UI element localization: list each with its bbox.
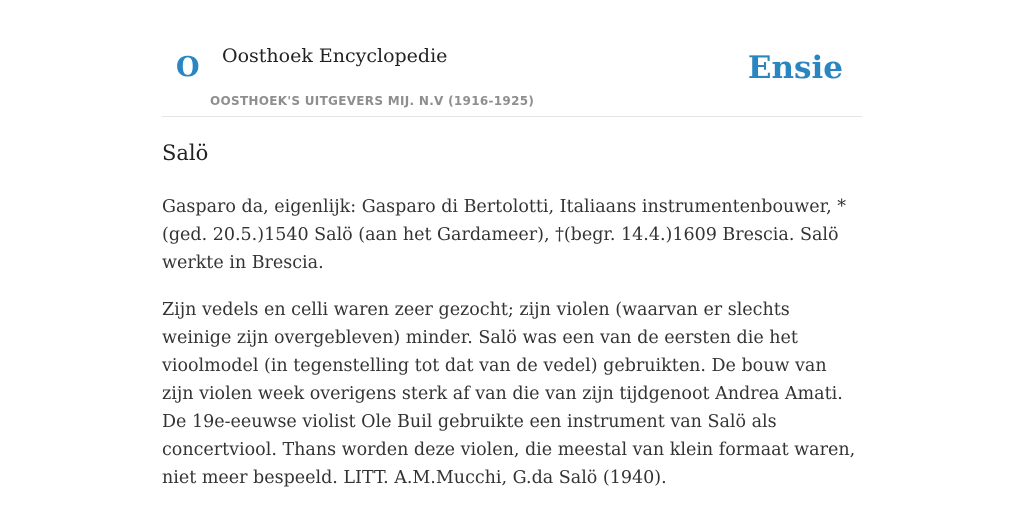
article-paragraph: Gasparo da, eigenlijk: Gasparo di Bertolotti, Italiaans instrumentenbouwer, *(ged. 20.5.)1540 Salö (aan het Gardameer), †(begr. 14.4.)1609 Brescia. Salö werkte in Brescia. [162, 197, 846, 273]
article-title: Salö [162, 141, 209, 165]
entry-header [162, 40, 862, 117]
publisher-line: OOSTHOEK'S UITGEVERS MIJ. N.V (1916-1925) [210, 94, 535, 108]
index-letter[interactable]: O [176, 52, 200, 83]
encyclopedia-title[interactable]: Oosthoek Encyclopedie [222, 45, 448, 67]
article-paragraph: Zijn vedels en celli waren zeer gezocht; zijn violen (waarvan er slechts weinige zijn overgebleven) minder. Salö was een van de eersten die het vioolmodel (in tegenstelling tot dat van de vedel) gebruikten. De bouw van zijn violen week overigens sterk af van die van zijn tijdgenoot Andrea Amati. De 19e-eeuwse violist Ole Buil gebruikte een instrument van Salö als concertviool. Thans worden deze violen, die meestal van klein formaat waren, niet meer bespeeld. LITT. A.M.Mucchi, G.da Salö (1940). [162, 300, 856, 488]
ensie-logo[interactable]: Ensie [747, 50, 843, 86]
article-body [162, 193, 862, 511]
